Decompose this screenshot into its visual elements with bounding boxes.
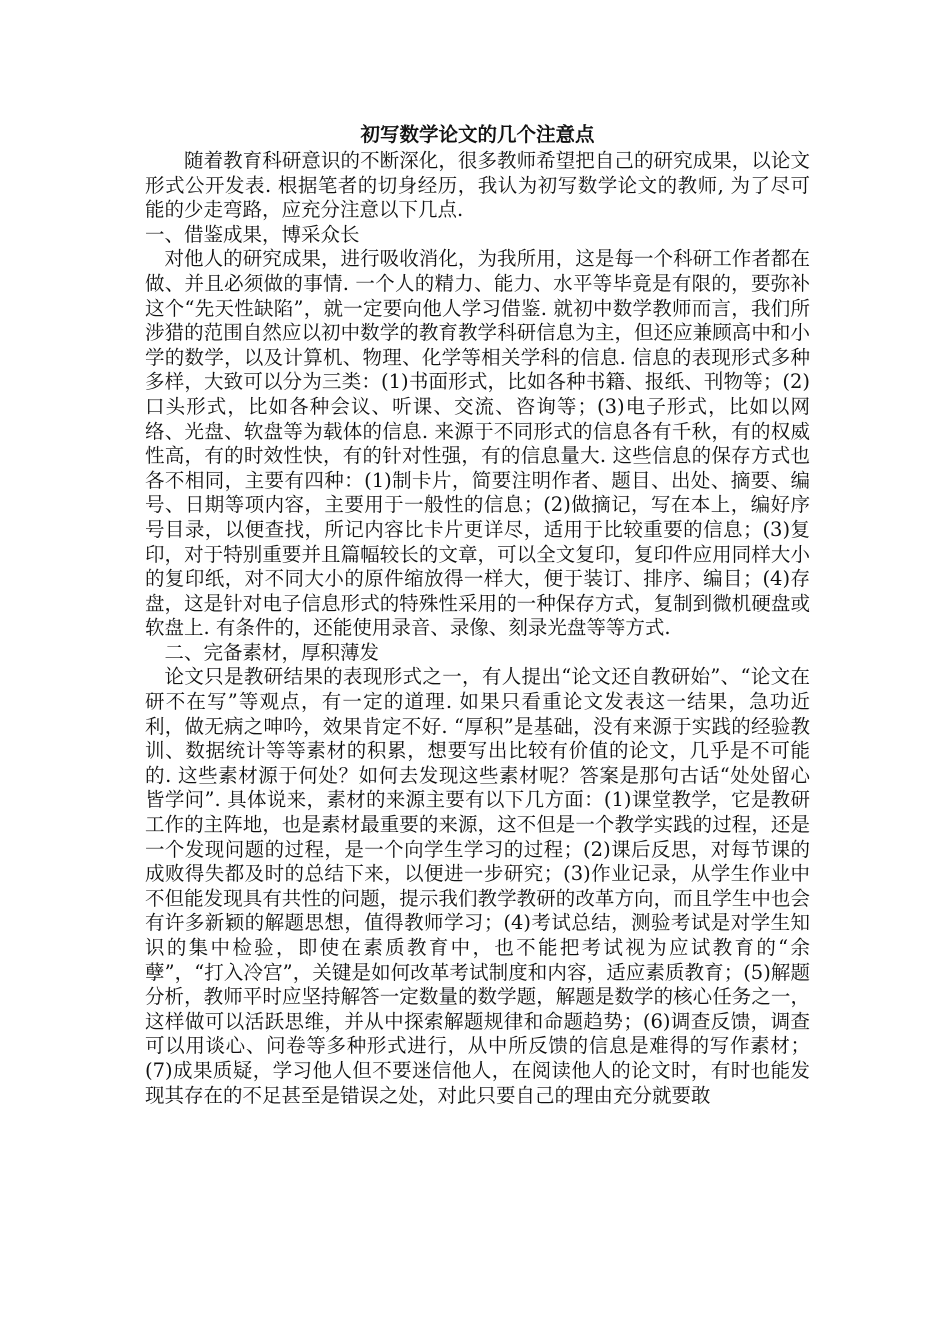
section-2-body: 论文只是教研结果的表现形式之一，有人提出“论文还自教研始”、“论文在研不在写”等观点，有一定的道理. 如果只看重论文发表这一结果，急功近利，做无病之呻吟，效果肯定不好. “厚积”是基础，没有来源于实践的经验教训、数据统计等等素材的积累，想要写出比较有价值的论文，几乎是不可能的. 这些素材源于何处？如何去发现这些素材呢？答案是那句古话“处处留心皆学问”. 具体说来，素材的来源主要有以下几方面：(1)课堂教学，它是教研工作的主阵地，也是素材最重要的来源，这不但是一个教学实践的过程，还是一个发现问题的过程，是一个向学生学习的过程；(2)课后反思，对每节课的成败得失都及时的总结下来，以便进一步研究；(3)作业记录，从学生作业中不但能发现具有共性的问题，提示我们教学教研的改革方向，而且学生中也会有许多新颖的解题思想，值得教师学习；(4)考试总结，测验考试是对学生知识的集中检验，即使在素质教育中，也不能把考试视为应试教育的“余孽”，“打入冷宫”，关键是如何改革考试制度和内容，适应素质教育；(5)解题分析，教师平时应坚持解答一定数量的数学题，解题是数学的核心任务之一，这样做可以活跃思维，并从中探索解题规律和命题趋势；(6)调查反馈，调查可以用谈心、问卷等多种形式进行，从中所反馈的信息是难得的写作素材；(7)成果质疑，学习他人但不要迷信他人，在阅读他人的论文时，有时也能发现其存在的不足甚至是错误之处，对此只要自己的理由充分就要敢	[145, 665, 810, 1107]
section-1-body: 对他人的研究成果，进行吸收消化，为我所用，这是每一个科研工作者都在做、并且必须做的事情. 一个人的精力、能力、水平等毕竟是有限的，要弥补这个“先天性缺陷”，就一定要向他人学习借鉴. 就初中数学教师而言，我们所涉猎的范围自然应以初中数学的教育教学科研信息为主，但还应兼顾高中和小学的数学，以及计算机、物理、化学等相关学科的信息. 信息的表现形式多种多样，大致可以分为三类：(1)书面形式，比如各种书籍、报纸、刊物等；(2)口头形式，比如各种会议、听课、交流、咨询等；(3)电子形式，比如以网络、光盘、软盘等为载体的信息. 来源于不同形式的信息各有千秋，有的权威性高，有的时效性快，有的针对性强，有的信息量大. 这些信息的保存方式也各不相同，主要有四种：(1)制卡片，简要注明作者、题目、出处、摘要、编号、日期等项内容，主要用于一般性的信息；(2)做摘记，写在本上，编好序号目录，以便查找，所记内容比卡片更详尽，适用于比较重要的信息；(3)复印，对于特别重要并且篇幅较长的文章，可以全文复印，复印件应用同样大小的复印纸，对不同大小的原件缩放得一样大，便于装订、排序、编目；(4)存盘，这是针对电子信息形式的特殊性采用的一种保存方式，复制到微机硬盘或软盘上. 有条件的，还能使用录音、录像、刻录光盘等等方式.	[145, 247, 810, 640]
section-1-heading: 一、借鉴成果，博采众长	[145, 222, 360, 246]
intro-paragraph: 随着教育科研意识的不断深化，很多教师希望把自己的研究成果，以论文形式公开发表. 根据笔者的切身经历，我认为初写数学论文的教师, 为了尽可能的少走弯路，应充分注意以下几点.	[145, 149, 810, 222]
document-page	[145, 121, 810, 1108]
section-2-heading: 二、完备素材，厚积薄发	[164, 640, 380, 664]
document-title: 初写数学论文的几个注意点	[360, 123, 595, 146]
